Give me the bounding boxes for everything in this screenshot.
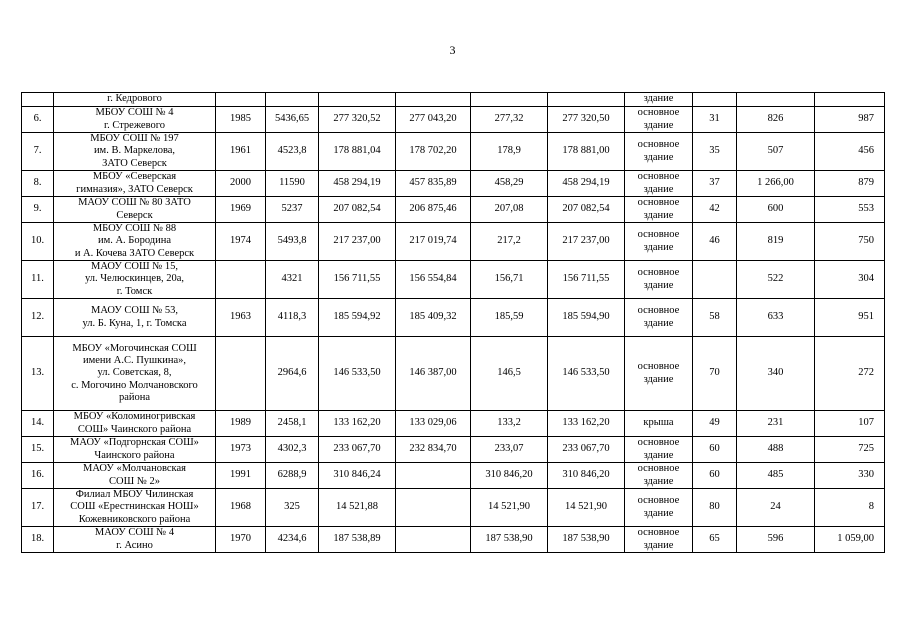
extra-value-cell: 553 <box>815 197 885 223</box>
funding-total-cell: 178 881,00 <box>548 133 625 171</box>
table-row <box>22 133 885 171</box>
table-row <box>22 223 885 261</box>
area-cell: 4302,3 <box>266 437 319 463</box>
wear-percent-cell: 49 <box>693 411 737 437</box>
local-budget-cell: 207,08 <box>471 197 548 223</box>
wear-percent-cell: 42 <box>693 197 737 223</box>
total-cost-cell: 217 237,00 <box>319 223 396 261</box>
year-built-cell: 1961 <box>216 133 266 171</box>
area-cell: 6288,9 <box>266 463 319 489</box>
school-name-cell: МБОУ «Коломиногривская СОШ» Чаинского района <box>54 411 216 437</box>
students-cell: 522 <box>737 261 815 299</box>
year-built-cell: 1985 <box>216 107 266 133</box>
object-cell: крыша <box>625 411 693 437</box>
regional-budget-cell: 217 019,74 <box>396 223 471 261</box>
total-cost-cell: 458 294,19 <box>319 171 396 197</box>
year-built-cell <box>216 93 266 107</box>
students-cell: 819 <box>737 223 815 261</box>
table-row <box>22 489 885 527</box>
students-cell: 24 <box>737 489 815 527</box>
total-cost-cell: 233 067,70 <box>319 437 396 463</box>
students-cell: 1 266,00 <box>737 171 815 197</box>
regional-budget-cell: 146 387,00 <box>396 337 471 411</box>
regional-budget-cell: 185 409,32 <box>396 299 471 337</box>
students-cell: 488 <box>737 437 815 463</box>
local-budget-cell: 458,29 <box>471 171 548 197</box>
total-cost-cell: 146 533,50 <box>319 337 396 411</box>
row-number-cell: 16. <box>22 463 54 489</box>
extra-value-cell: 272 <box>815 337 885 411</box>
row-number-cell <box>22 93 54 107</box>
funding-total-cell <box>548 93 625 107</box>
table-body <box>22 93 885 553</box>
local-budget-cell: 217,2 <box>471 223 548 261</box>
extra-value-cell: 107 <box>815 411 885 437</box>
school-name-cell: МАОУ СОШ № 80 ЗАТО Северск <box>54 197 216 223</box>
local-budget-cell: 277,32 <box>471 107 548 133</box>
table-row <box>22 261 885 299</box>
area-cell: 4234,6 <box>266 527 319 553</box>
wear-percent-cell: 46 <box>693 223 737 261</box>
regional-budget-cell <box>396 527 471 553</box>
table-row <box>22 411 885 437</box>
regional-budget-cell: 457 835,89 <box>396 171 471 197</box>
extra-value-cell: 951 <box>815 299 885 337</box>
total-cost-cell: 207 082,54 <box>319 197 396 223</box>
students-cell: 826 <box>737 107 815 133</box>
area-cell: 4118,3 <box>266 299 319 337</box>
students-cell: 596 <box>737 527 815 553</box>
area-cell: 5436,65 <box>266 107 319 133</box>
funding-total-cell: 207 082,54 <box>548 197 625 223</box>
wear-percent-cell: 80 <box>693 489 737 527</box>
year-built-cell: 1970 <box>216 527 266 553</box>
table-row <box>22 197 885 223</box>
school-name-cell: МАОУ СОШ № 53, ул. Б. Куна, 1, г. Томска <box>54 299 216 337</box>
page-number: 3 <box>449 43 456 57</box>
wear-percent-cell: 60 <box>693 463 737 489</box>
regional-budget-cell: 133 029,06 <box>396 411 471 437</box>
year-built-cell: 2000 <box>216 171 266 197</box>
row-number-cell: 13. <box>22 337 54 411</box>
wear-percent-cell: 65 <box>693 527 737 553</box>
area-cell: 4321 <box>266 261 319 299</box>
object-cell: основное здание <box>625 437 693 463</box>
extra-value-cell: 879 <box>815 171 885 197</box>
area-cell: 5237 <box>266 197 319 223</box>
object-cell: основное здание <box>625 133 693 171</box>
extra-value-cell: 304 <box>815 261 885 299</box>
extra-value-cell: 8 <box>815 489 885 527</box>
object-cell: основное здание <box>625 171 693 197</box>
table-row <box>22 171 885 197</box>
local-budget-cell: 14 521,90 <box>471 489 548 527</box>
students-cell: 633 <box>737 299 815 337</box>
wear-percent-cell: 35 <box>693 133 737 171</box>
year-built-cell: 1963 <box>216 299 266 337</box>
school-name-cell: МАОУ СОШ № 15, ул. Челюскинцев, 20а, г. Томск <box>54 261 216 299</box>
total-cost-cell <box>319 93 396 107</box>
area-cell: 11590 <box>266 171 319 197</box>
school-name-cell: МБОУ «Могочинская СОШ имени А.С. Пушкина», ул. Советская, 8, с. Могочино Молчановского района <box>54 337 216 411</box>
extra-value-cell: 456 <box>815 133 885 171</box>
school-name-cell: МБОУ «Северская гимназия», ЗАТО Северск <box>54 171 216 197</box>
extra-value-cell: 750 <box>815 223 885 261</box>
total-cost-cell: 133 162,20 <box>319 411 396 437</box>
row-number-cell: 15. <box>22 437 54 463</box>
table-row <box>22 299 885 337</box>
row-number-cell: 14. <box>22 411 54 437</box>
school-name-cell: МБОУ СОШ № 4 г. Стрежевого <box>54 107 216 133</box>
local-budget-cell: 146,5 <box>471 337 548 411</box>
regional-budget-cell: 206 875,46 <box>396 197 471 223</box>
funding-total-cell: 185 594,90 <box>548 299 625 337</box>
row-number-cell: 7. <box>22 133 54 171</box>
object-cell: основное здание <box>625 489 693 527</box>
school-name-cell: МБОУ СОШ № 197 им. В. Маркелова, ЗАТО Северск <box>54 133 216 171</box>
table-row <box>22 463 885 489</box>
total-cost-cell: 277 320,52 <box>319 107 396 133</box>
local-budget-cell: 156,71 <box>471 261 548 299</box>
year-built-cell: 1974 <box>216 223 266 261</box>
year-built-cell: 1969 <box>216 197 266 223</box>
wear-percent-cell <box>693 93 737 107</box>
object-cell: основное здание <box>625 337 693 411</box>
wear-percent-cell: 70 <box>693 337 737 411</box>
regional-budget-cell: 156 554,84 <box>396 261 471 299</box>
funding-total-cell: 14 521,90 <box>548 489 625 527</box>
total-cost-cell: 185 594,92 <box>319 299 396 337</box>
school-name-cell: МАОУ «Молчановская СОШ № 2» <box>54 463 216 489</box>
students-cell: 507 <box>737 133 815 171</box>
row-number-cell: 8. <box>22 171 54 197</box>
funding-total-cell: 156 711,55 <box>548 261 625 299</box>
regional-budget-cell: 277 043,20 <box>396 107 471 133</box>
total-cost-cell: 310 846,24 <box>319 463 396 489</box>
object-cell: основное здание <box>625 299 693 337</box>
extra-value-cell: 725 <box>815 437 885 463</box>
area-cell: 4523,8 <box>266 133 319 171</box>
funding-total-cell: 217 237,00 <box>548 223 625 261</box>
funding-total-cell: 310 846,20 <box>548 463 625 489</box>
funding-total-cell: 133 162,20 <box>548 411 625 437</box>
funding-total-cell: 233 067,70 <box>548 437 625 463</box>
funding-total-cell: 146 533,50 <box>548 337 625 411</box>
regional-budget-cell: 232 834,70 <box>396 437 471 463</box>
row-number-cell: 18. <box>22 527 54 553</box>
funding-total-cell: 458 294,19 <box>548 171 625 197</box>
local-budget-cell: 233,07 <box>471 437 548 463</box>
schools-repair-table <box>21 92 885 553</box>
extra-value-cell: 330 <box>815 463 885 489</box>
extra-value-cell <box>815 93 885 107</box>
regional-budget-cell <box>396 489 471 527</box>
object-cell: основное здание <box>625 527 693 553</box>
local-budget-cell: 185,59 <box>471 299 548 337</box>
row-number-cell: 11. <box>22 261 54 299</box>
table-row <box>22 527 885 553</box>
row-number-cell: 17. <box>22 489 54 527</box>
table-row <box>22 93 885 107</box>
students-cell <box>737 93 815 107</box>
regional-budget-cell: 178 702,20 <box>396 133 471 171</box>
object-cell: основное здание <box>625 261 693 299</box>
school-name-cell: МБОУ СОШ № 88 им. А. Бородина и А. Кочева ЗАТО Северск <box>54 223 216 261</box>
wear-percent-cell: 60 <box>693 437 737 463</box>
students-cell: 600 <box>737 197 815 223</box>
object-cell: основное здание <box>625 223 693 261</box>
table-row <box>22 107 885 133</box>
year-built-cell: 1991 <box>216 463 266 489</box>
area-cell: 2964,6 <box>266 337 319 411</box>
local-budget-cell: 178,9 <box>471 133 548 171</box>
row-number-cell: 10. <box>22 223 54 261</box>
regional-budget-cell <box>396 463 471 489</box>
row-number-cell: 6. <box>22 107 54 133</box>
object-cell: основное здание <box>625 197 693 223</box>
wear-percent-cell: 31 <box>693 107 737 133</box>
object-cell: основное здание <box>625 107 693 133</box>
total-cost-cell: 14 521,88 <box>319 489 396 527</box>
total-cost-cell: 178 881,04 <box>319 133 396 171</box>
school-name-cell: МАОУ «Подгорнская СОШ» Чаинского района <box>54 437 216 463</box>
year-built-cell: 1989 <box>216 411 266 437</box>
school-name-cell: г. Кедрового <box>54 93 216 107</box>
object-cell: здание <box>625 93 693 107</box>
school-name-cell: Филиал МБОУ Чилинская СОШ «Ерестнинская НОШ» Кожевниковского района <box>54 489 216 527</box>
extra-value-cell: 1 059,00 <box>815 527 885 553</box>
total-cost-cell: 156 711,55 <box>319 261 396 299</box>
row-number-cell: 9. <box>22 197 54 223</box>
school-name-cell: МАОУ СОШ № 4 г. Асино <box>54 527 216 553</box>
year-built-cell: 1968 <box>216 489 266 527</box>
area-cell: 325 <box>266 489 319 527</box>
area-cell: 5493,8 <box>266 223 319 261</box>
wear-percent-cell: 58 <box>693 299 737 337</box>
wear-percent-cell <box>693 261 737 299</box>
local-budget-cell: 133,2 <box>471 411 548 437</box>
table-row <box>22 337 885 411</box>
wear-percent-cell: 37 <box>693 171 737 197</box>
students-cell: 485 <box>737 463 815 489</box>
funding-total-cell: 187 538,90 <box>548 527 625 553</box>
local-budget-cell: 187 538,90 <box>471 527 548 553</box>
local-budget-cell <box>471 93 548 107</box>
year-built-cell: 1973 <box>216 437 266 463</box>
area-cell <box>266 93 319 107</box>
regional-budget-cell <box>396 93 471 107</box>
students-cell: 231 <box>737 411 815 437</box>
funding-total-cell: 277 320,50 <box>548 107 625 133</box>
object-cell: основное здание <box>625 463 693 489</box>
local-budget-cell: 310 846,20 <box>471 463 548 489</box>
extra-value-cell: 987 <box>815 107 885 133</box>
total-cost-cell: 187 538,89 <box>319 527 396 553</box>
area-cell: 2458,1 <box>266 411 319 437</box>
row-number-cell: 12. <box>22 299 54 337</box>
table-row <box>22 437 885 463</box>
year-built-cell <box>216 261 266 299</box>
year-built-cell <box>216 337 266 411</box>
students-cell: 340 <box>737 337 815 411</box>
